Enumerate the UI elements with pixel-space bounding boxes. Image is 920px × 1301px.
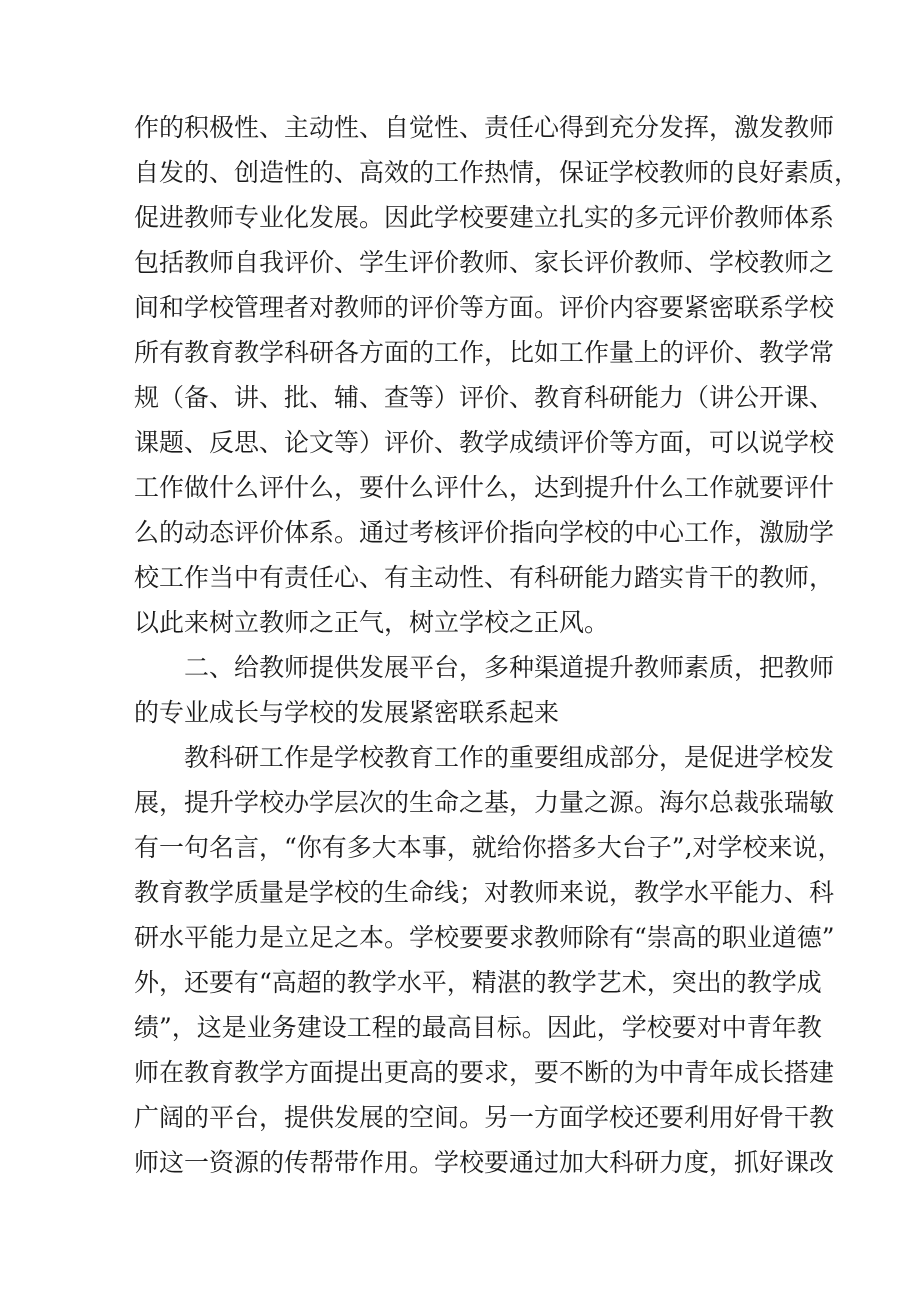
text-line: 绩”，这是业务建设工程的最高目标。因此，学校要对中青年教 — [134, 1013, 822, 1042]
text-line: 广阔的平台，提供发展的空间。另一方面学校还要利用好骨干教 — [134, 1103, 835, 1132]
text-line: 校工作当中有责任心、有主动性、有科研能力踏实肯干的教师， — [134, 563, 835, 592]
section-heading-line: 的专业成长与学校的发展紧密联系起来 — [134, 698, 560, 727]
text-line: 作的积极性、主动性、自觉性、责任心得到充分发挥，激发教师 — [134, 113, 835, 142]
text-line: 外，还要有“高超的教学水平，精湛的教学艺术，突出的教学成 — [134, 968, 822, 997]
text-line: 有一句名言，“你有多大本事，就给你搭多大台子”,对学校来说， — [134, 833, 843, 862]
text-line: 自发的、创造性的、高效的工作热情，保证学校教师的良好素质， — [134, 158, 860, 187]
text-line: 展，提升学校办学层次的生命之基，力量之源。海尔总裁张瑞敏 — [134, 788, 835, 817]
text-line: 教科研工作是学校教育工作的重要组成部分，是促进学校发 — [184, 743, 835, 772]
text-line: 师在教育教学方面提出更高的要求，要不断的为中青年成长搭建 — [134, 1058, 835, 1087]
text-line: 包括教师自我评价、学生评价教师、家长评价教师、学校教师之 — [134, 248, 835, 277]
text-line: 规（备、讲、批、辅、查等）评价、教育科研能力（讲公开课、 — [134, 383, 835, 412]
section-heading-line: 二、给教师提供发展平台，多种渠道提升教师素质，把教师 — [184, 653, 835, 682]
text-line: 教育教学质量是学校的生命线；对教师来说，教学水平能力、科 — [134, 878, 835, 907]
text-line: 所有教育教学科研各方面的工作，比如工作量上的评价、教学常 — [134, 338, 835, 367]
text-line: 师这一资源的传帮带作用。学校要通过加大科研力度，抓好课改 — [134, 1148, 835, 1177]
text-line: 间和学校管理者对教师的评价等方面。评价内容要紧密联系学校 — [134, 293, 835, 322]
text-line: 课题、反思、论文等）评价、教学成绩评价等方面，可以说学校 — [134, 428, 835, 457]
text-line: 研水平能力是立足之本。学校要要求教师除有“崇高的职业道德” — [134, 923, 835, 952]
text-line: 促进教师专业化发展。因此学校要建立扎实的多元评价教师体系 — [134, 203, 835, 232]
text-line: 工作做什么评什么，要什么评什么，达到提升什么工作就要评什 — [134, 473, 835, 502]
text-line: 么的动态评价体系。通过考核评价指向学校的中心工作，激励学 — [134, 518, 835, 547]
text-line: 以此来树立教师之正气，树立学校之正风。 — [134, 608, 610, 637]
